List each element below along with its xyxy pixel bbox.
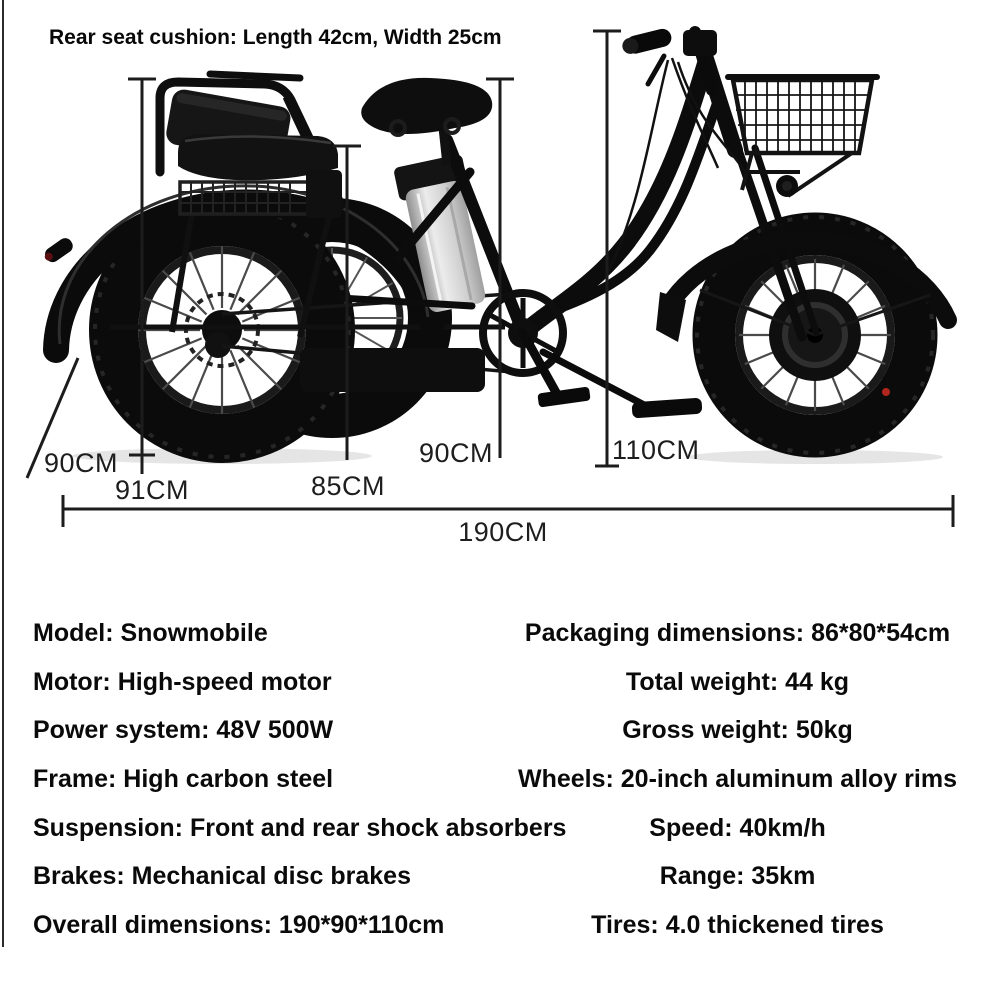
tail-light [41, 235, 75, 265]
spec-overall-dimensions: Overall dimensions: 190*90*110cm [33, 911, 445, 940]
spec-section [0, 609, 987, 950]
spec-range: Range: 35km [659, 862, 816, 891]
spec-total-weight: Total weight: 44 kg [625, 667, 850, 696]
dim-front-height-label: 110CM [612, 435, 700, 465]
dim-length-label: 190CM [458, 517, 548, 547]
spec-packaging: Packaging dimensions: 86*80*54cm [524, 619, 951, 647]
spec-gross-weight: Gross weight: 50kg [622, 716, 853, 745]
spec-motor: Motor: High-speed motor [33, 667, 332, 696]
spec-power-system: Power system: 48V 500W [33, 716, 334, 745]
wheel-reflector [882, 388, 890, 396]
spec-row [0, 852, 987, 901]
dim-mid-height-label: 90CM [418, 438, 494, 468]
spec-row [0, 901, 987, 950]
crankset [483, 293, 563, 396]
dim-seat-height-label: 85CM [310, 471, 386, 501]
spec-row [0, 755, 987, 804]
spec-row [0, 609, 987, 658]
spec-model: Model: Snowmobile [33, 619, 268, 647]
spec-row [0, 804, 987, 853]
handlebar-grip [620, 27, 673, 57]
rear-seat-note: Rear seat cushion: Length 42cm, Width 25cm [49, 26, 502, 49]
spec-tires: Tires: 4.0 thickened tires [591, 911, 884, 940]
kickstand [543, 352, 702, 418]
spec-frame: Frame: High carbon steel [33, 765, 334, 794]
spec-brakes: Brakes: Mechanical disc brakes [33, 862, 411, 891]
controller-box [300, 348, 485, 392]
dim-rear-height-label: 91CM [114, 475, 190, 505]
dim-width-label: 90CM [44, 448, 119, 478]
spec-speed: Speed: 40km/h [649, 813, 826, 842]
saddle [361, 78, 492, 165]
spec-suspension: Suspension: Front and rear shock absorbers [33, 813, 567, 842]
pedal [537, 386, 590, 407]
spec-wheels: Wheels: 20-inch aluminum alloy rims [517, 765, 957, 794]
spec-row [0, 706, 987, 755]
spec-row [0, 658, 987, 707]
brake-lever [648, 56, 664, 84]
